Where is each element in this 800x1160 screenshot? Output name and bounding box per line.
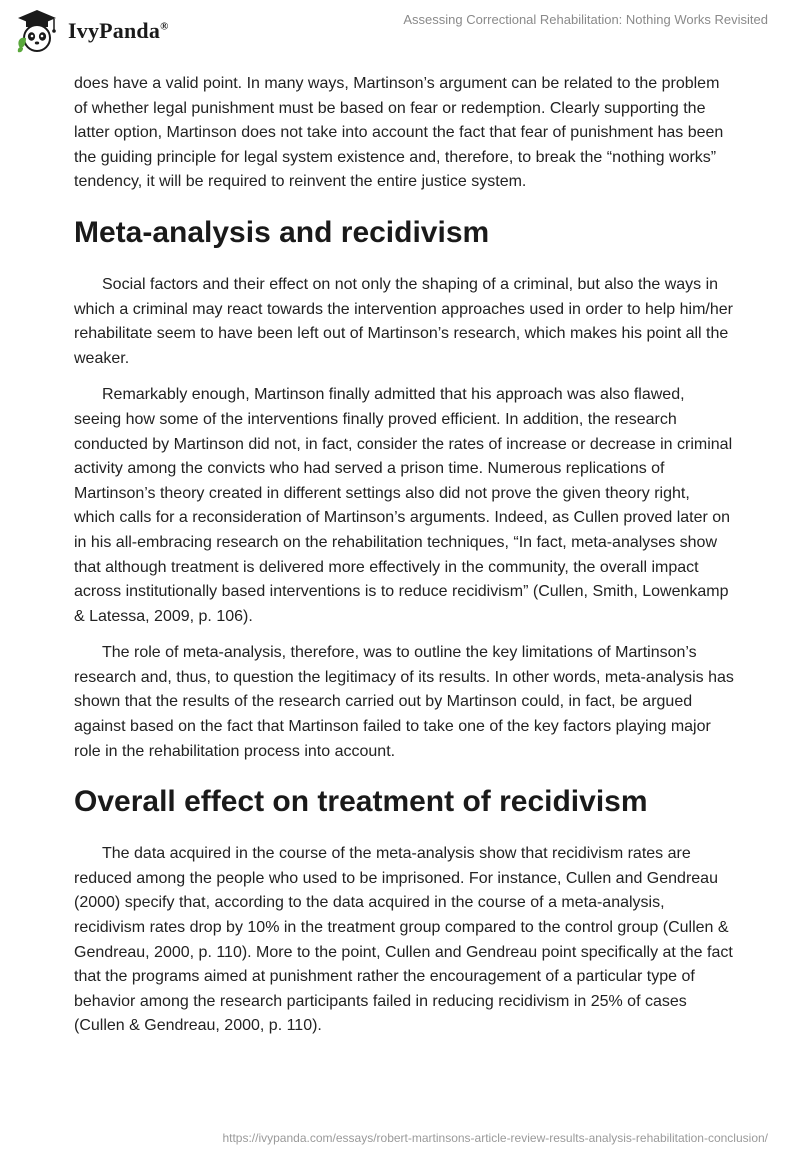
paragraph: Remarkably enough, Martinson finally admitted that his approach was also flawed, seeing how some of the interventions finally proved efficient. In addition, the research conducted by Martinson did not, in fact, consider the rates of increase or decrease in criminal activity among the convicts who had served a prison time. Numerous replications of Martinson’s theory created in different settings also did not prove the given theory right, which calls for a reconsideration of Martinson’s arguments. Indeed, as Cullen proved later on in his all-embracing research on the rehabilitation techniques, “In fact, meta-analyses show that although treatment is delivered more effectively in the community, the overall impact across institutionally based interventions is to reduce recidivism” (Cullen, Smith, Lowenkamp & Latessa, 2009, p. 106). (74, 386, 733, 625)
section-heading-overall-effect: Overall effect on treatment of recidivism (74, 785, 648, 819)
source-url[interactable]: https://ivypanda.com/essays/robert-martinsons-article-review-results-analysis-rehabilitation-conclusion/ (222, 1131, 768, 1145)
paragraph: The role of meta-analysis, therefore, was to outline the key limitations of Martinson’s research and, thus, to question the legitimacy of its results. In other words, meta-analysis has shown that the results of the research carried out by Martinson could, in fact, be argued against based on the fact that Martinson failed to take one of the key factors playing major role in the rehabilitation process into account. (74, 644, 734, 760)
document-title: Assessing Correctional Rehabilitation: Nothing Works Revisited (403, 12, 768, 27)
panda-graduate-icon (14, 8, 60, 54)
paragraph: Social factors and their effect on not only the shaping of a criminal, but also the ways in which a criminal may react towards the intervention approaches used in order to help him/her rehabilitate seem to have been left out of Martinson’s research, which makes his point all the weaker. (74, 275, 733, 367)
page-header (0, 0, 800, 60)
intro-paragraph: does have a valid point. In many ways, Martinson’s argument can be related to the problem of whether legal punishment must be based on fear or redemption. Clearly supporting the latter option, Martinson does not take into account the fact that fear of punishment has been the guiding principle for legal system existence and, therefore, to break the “nothing works” tendency, it will be required to reinvent the entire justice system. (74, 75, 724, 191)
article-body (74, 72, 734, 1051)
logo-text: IvyPanda® (68, 18, 169, 43)
ivypanda-logo[interactable] (14, 8, 169, 54)
section-heading-meta-analysis: Meta-analysis and recidivism (74, 215, 490, 249)
paragraph: The data acquired in the course of the meta-analysis show that recidivism rates are reduced among the people who used to be imprisoned. For instance, Cullen and Gendreau (2000) specify that, according to the data acquired in the course of a meta-analysis, recidivism rates drop by 10% in the treatment group compared to the control group (Cullen & Gendreau, 2000, p. 110). More to the point, Cullen and Gendreau point specifically at the fact that the programs aimed at punishment rather the encouragement of a particular type of behavior among the research participants failed in reducing recidivism in 25% of cases (Cullen & Gendreau, 2000, p. 110). (74, 845, 733, 1035)
